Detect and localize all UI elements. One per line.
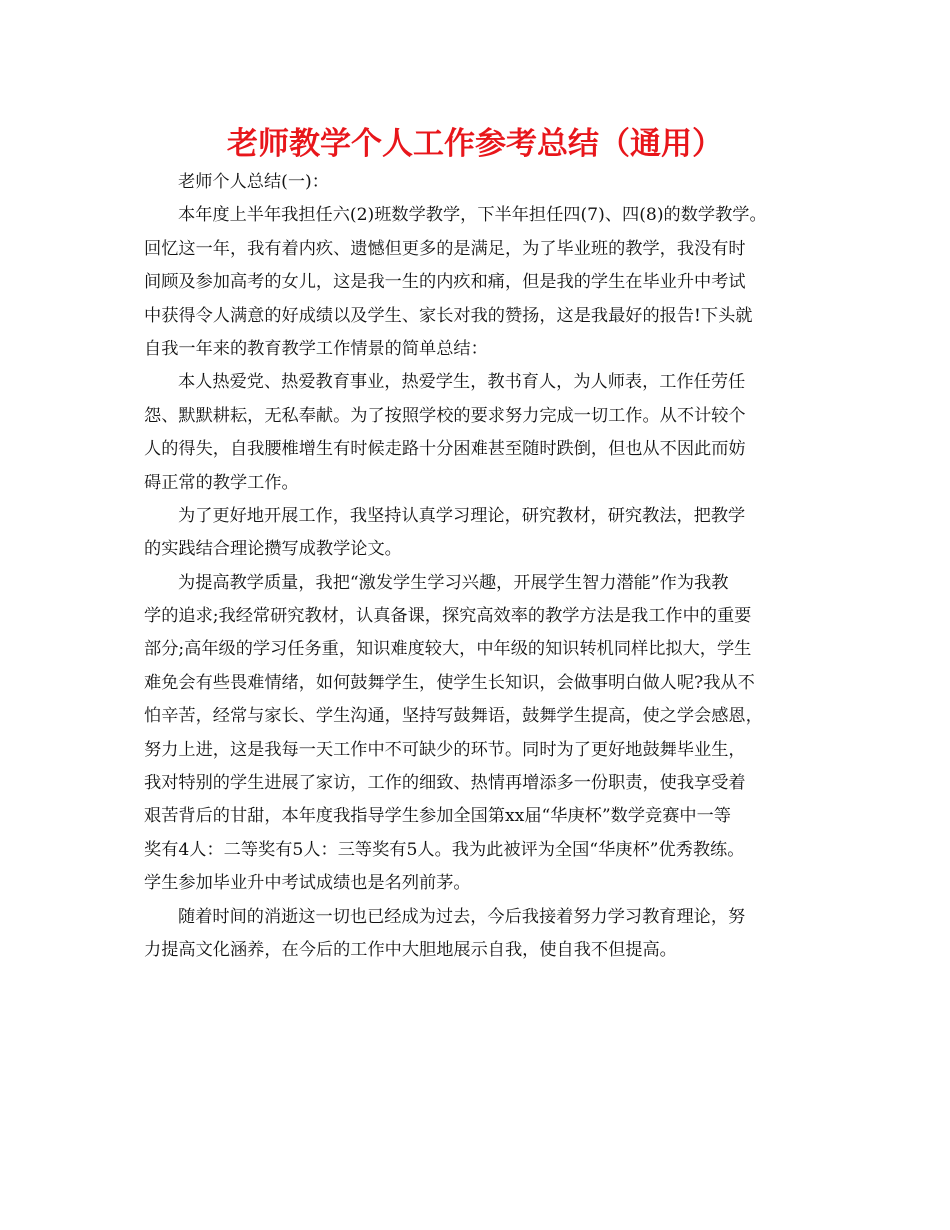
text-line: 碍正常的教学工作。 bbox=[144, 472, 299, 493]
text-line: 自我一年来的教育教学工作情景的简单总结： bbox=[144, 338, 488, 359]
text-line: 学生参加毕业升中考试成绩也是名列前茅。 bbox=[144, 873, 471, 894]
text-line: 老师个人总结(一)： bbox=[178, 172, 329, 192]
text-line: 怕辛苦，经常与家长、学生沟通，坚持写鼓舞语，鼓舞学生提高，使之学会感恩， bbox=[144, 706, 763, 727]
text-line: 的实践结合理论攒写成教学论文。 bbox=[144, 539, 402, 560]
text-line: 艰苦背后的甘甜，本年度我指导学生参加全国第xx届“华庚杯”数学竞赛中一等 bbox=[144, 806, 731, 827]
text-line: 人的得失，自我腰椎增生有时候走路十分困难甚至随时跌倒，但也从不因此而妨 bbox=[144, 439, 746, 460]
text-line: 为提高教学质量，我把“激发学生学习兴趣，开展学生智力潜能”作为我教 bbox=[178, 572, 729, 593]
document-body bbox=[144, 166, 844, 967]
text-line: 怨、默默耕耘，无私奉献。为了按照学校的要求努力完成一切工作。从不计较个 bbox=[144, 405, 746, 426]
text-line: 努力上进，这是我每一天工作中不可缺少的环节。同时为了更好地鼓舞毕业生， bbox=[144, 739, 746, 760]
text-line: 我对特别的学生进展了家访，工作的细致、热情再增添多一份职责，使我享受着 bbox=[144, 773, 746, 794]
text-line: 难免会有些畏难情绪，如何鼓舞学生，使学生长知识，会做事明白做人呢?我从不 bbox=[144, 672, 755, 693]
text-line: 力提高文化涵养，在今后的工作中大胆地展示自我，使自我不但提高。 bbox=[144, 939, 677, 960]
text-line: 奖有4人：二等奖有5人：三等奖有5人。我为此被评为全国“华庚杯”优秀教练。 bbox=[144, 839, 745, 860]
text-line: 回忆这一年，我有着内疚、遗憾但更多的是满足，为了毕业班的教学，我没有时 bbox=[144, 238, 746, 259]
text-line: 本人热爱党、热爱教育事业，热爱学生，教书育人，为人师表，工作任劳任 bbox=[178, 372, 746, 393]
document-title: 老师教学个人工作参考总结（通用） bbox=[227, 126, 723, 162]
text-line: 随着时间的消逝这一切也已经成为过去，今后我接着努力学习教育理论，努 bbox=[178, 906, 746, 927]
text-line: 间顾及参加高考的女儿，这是我一生的内疚和痛，但是我的学生在毕业升中考试 bbox=[144, 272, 746, 293]
text-line: 为了更好地开展工作，我坚持认真学习理论，研究教材，研究教法，把教学 bbox=[178, 505, 746, 526]
text-line: 本年度上半年我担任六(2)班数学教学，下半年担任四(7)、四(8)的数学教学。 bbox=[178, 205, 767, 226]
text-line: 中获得令人满意的好成绩以及学生、家长对我的赞扬，这是我最好的报告!下头就 bbox=[144, 305, 753, 326]
text-line: 部分;高年级的学习任务重，知识难度较大，中年级的知识转机同样比拟大，学生 bbox=[144, 639, 752, 660]
text-line: 学的追求;我经常研究教材，认真备课，探究高效率的教学方法是我工作中的重要 bbox=[144, 606, 752, 627]
